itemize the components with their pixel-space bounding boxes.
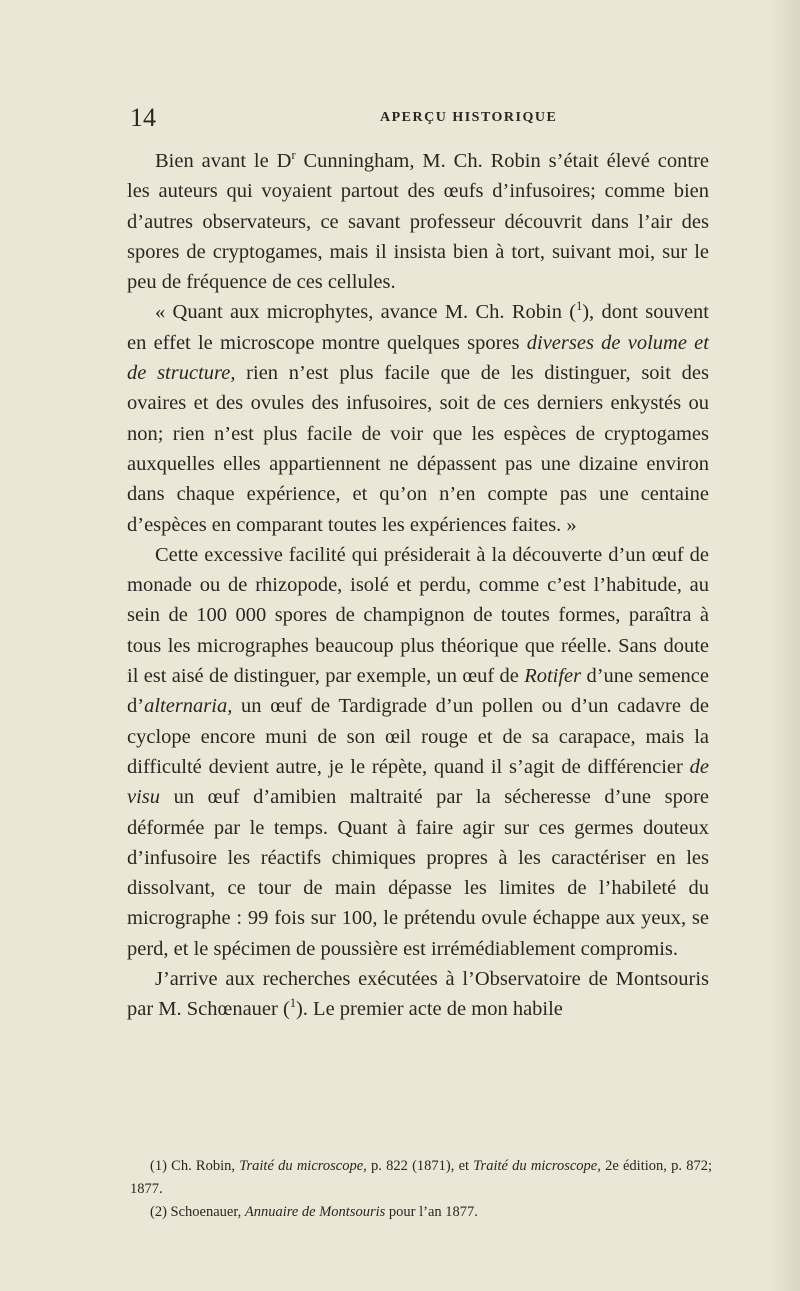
running-head: APERÇU HISTORIQUE [380, 110, 558, 125]
footnote-ref: 1 [289, 996, 296, 1011]
italic-term: de visu [127, 755, 709, 809]
text-run: Cunningham, M. Ch. Robin s’était élevé contre les auteurs qui voyaient partout des œufs d’infusoires; comme bien d’autres observateurs, ce savant professeur découvrit dans l’air des spores de cryptogames, mais il insista bien à tort, suivant moi, sur le peu de fréquence de ces cellules. [127, 150, 709, 294]
text-run: rien n’est plus facile que de les distinguer, soit des ovaires et des ovules des infusoires, soit de ces derniers enkystés ou non; rien n’est plus facile de voir que les espèces de cryptogames auxquelles elles appartiennent ne dépassent pas une dizaine environ dans chaque expérience, et qu’on n’en compte pas une centaine d’espèces en comparant toutes les expériences faites. » [127, 362, 709, 536]
italic-term: alternaria, [144, 695, 233, 718]
paragraph [127, 964, 709, 1025]
text-run: pour l’an 1877. [385, 1204, 478, 1220]
text-run: p. 822 (1871), et [366, 1158, 474, 1174]
text-run: Bien avant le D [155, 150, 292, 172]
footnote-title: Traité du microscope, [239, 1158, 367, 1174]
footnote-title: Traité du microscope, [473, 1158, 601, 1174]
page-header [130, 103, 710, 133]
footnote-marker: (2) [150, 1204, 167, 1220]
footnote-marker: (1) [150, 1158, 167, 1174]
text-run: 2e édition, p. 872; 1877. [130, 1158, 712, 1197]
text-run: Cette excessive facilité qui présiderait à la découverte d’un œuf de monade ou de rhizopode, isolé et perdu, comme c’est l’habitude, au sein de 100 000 spores de champignon de toutes formes, paraîtra à tous les micrographes beaucoup plus théorique que réelle. Sans doute il est aisé de distinguer, par exemple, un œuf de [127, 543, 709, 688]
page-number: 14 [130, 103, 156, 132]
footnote-author: Ch. Robin, [166, 1158, 240, 1174]
text-run: « Quant aux microphytes, avance M. Ch. Robin ( [155, 301, 577, 324]
text-run: un œuf de Tardigrade d’un pollen ou d’un cadavre de cyclope encore muni de son œil rouge et de sa carapace, mais la difficulté devient autre, je le répète, quand il s’agit de différencier [127, 695, 709, 778]
footnote [130, 1155, 712, 1201]
text-run: J’arrive aux recherches exécutées à l’Observatoire de Montsouris par M. Schœnauer ( [127, 968, 709, 1021]
footnotes [130, 1155, 712, 1224]
text-run: ). Le premier acte de mon habile [295, 998, 563, 1021]
italic-term: Rotifer [524, 665, 582, 688]
text-run: d’une semence d’ [127, 665, 709, 718]
paragraph [127, 540, 709, 964]
paragraph [127, 297, 709, 539]
footnote-ref: 1 [576, 299, 583, 314]
footnote-title: Annuaire de Montsouris [244, 1204, 386, 1220]
paragraph [127, 146, 709, 297]
superscript: r [291, 148, 296, 163]
text-run: un œuf d’amibien maltraité par la sécheresse d’une spore déformée par le temps. Quant à faire agir sur ces germes douteux d’infusoire les réactifs chimiques propres à les caractériser en les dissolvant, ce tour de main dépasse les limites de l’habileté du micrographe : 99 fois sur 100, le prétendu ovule échappe aux yeux, se perd, et le spécimen de poussière est irrémédiablement compromis. [127, 786, 709, 960]
italic-phrase: diverses de volume et de structure, [127, 331, 709, 385]
footnote [130, 1201, 712, 1224]
body-text [127, 146, 709, 1025]
scan-edge-shadow [770, 0, 800, 1291]
footnote-author: Schoenauer, [166, 1204, 245, 1220]
text-run: ), dont souvent en effet le microscope montre quelques spores [127, 301, 710, 354]
